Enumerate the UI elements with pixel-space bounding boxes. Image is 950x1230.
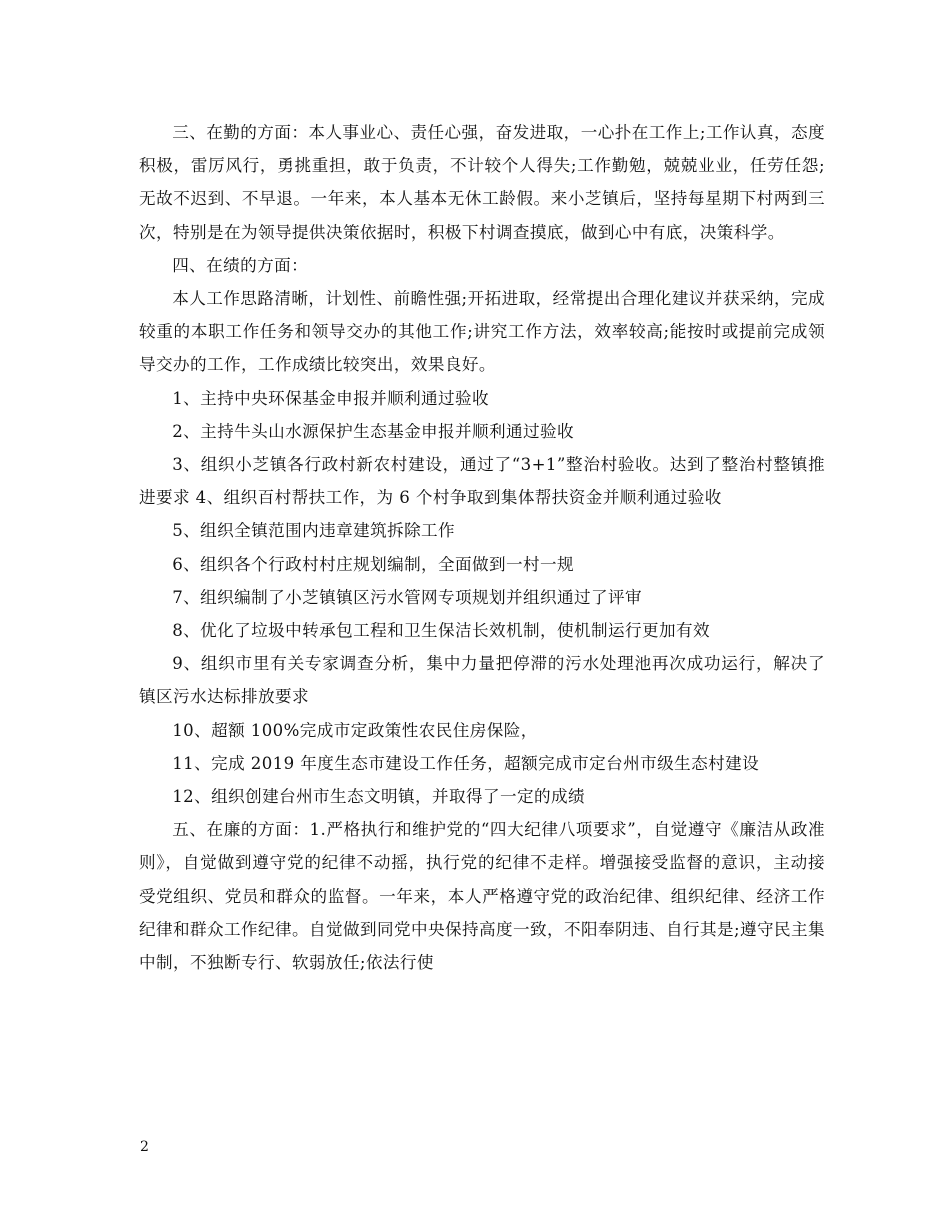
list-item-7: 7、组织编制了小芝镇镇区污水管网专项规划并组织通过了评审: [172, 587, 642, 607]
list-item-1: 1、主持中央环保基金申报并顺利通过验收: [172, 388, 490, 408]
list-item-11: 11、完成 2019 年度生态市建设工作任务，超额完成市定台州市级生态村建设: [172, 753, 760, 773]
list-item-3-4: 3、组织小芝镇各行政村新农村建设，通过了“3+1”整治村验收。达到了整治村整镇推进要求 4、组织百村帮扶工作，为 6 个村争取到集体帮扶资金并顺利通过验收: [139, 455, 825, 508]
list-item-10: 10、超额 100%完成市定政策性农民住房保险，: [172, 720, 538, 740]
list-item-2: 2、主持牛头山水源保护生态基金申报并顺利通过验收: [172, 421, 574, 441]
paragraph-integrity: 五、在廉的方面：1.严格执行和维护党的“四大纪律八项要求”，自觉遵守《廉洁从政准则》，自觉做到遵守党的纪律不动摇，执行党的纪律不走样。增强接受监督的意识，主动接受党组织、党员和群众的监督。一年来，本人严格遵守党的政治纪律、组织纪律、经济工作纪律和群众工作纪律。自觉做到同党中央保持高度一致，不阳奉阴违、自行其是;遵守民主集中制，不独断专行、软弱放任;依法行使: [139, 820, 825, 973]
list-item-5: 5、组织全镇范围内违章建筑拆除工作: [172, 521, 456, 541]
list-item-9: 9、组织市里有关专家调查分析，集中力量把停滞的污水处理池再次成功运行，解决了镇区污水达标排放要求: [139, 654, 825, 707]
page-number: 2: [140, 1139, 149, 1155]
document-body: [139, 116, 825, 979]
list-item-8: 8、优化了垃圾中转承包工程和卫生保洁长效机制，使机制运行更加有效: [172, 621, 710, 641]
paragraph-diligence: 三、在勤的方面：本人事业心、责任心强，奋发进取，一心扑在工作上;工作认真，态度积极，雷厉风行，勇挑重担，敢于负责，不计较个人得失;工作勤勉，兢兢业业，任劳任怨;无故不迟到、不早退。一年来，本人基本无休工龄假。来小芝镇后，坚持每星期下村两到三次，特别是在为领导提供决策依据时，积极下村调查摸底，做到心中有底，决策科学。: [139, 123, 825, 242]
list-item-12: 12、组织创建台州市生态文明镇，并取得了一定的成绩: [172, 787, 585, 807]
list-item-6: 6、组织各个行政村村庄规划编制，全面做到一村一规: [172, 554, 574, 574]
paragraph-performance-summary: 本人工作思路清晰，计划性、前瞻性强;开拓进取，经常提出合理化建议并获采纳，完成较重的本职工作任务和领导交办的其他工作;讲究工作方法，效率较高;能按时或提前完成领导交办的工作，工作成绩比较突出，效果良好。: [139, 289, 825, 375]
heading-performance: 四、在绩的方面：: [172, 255, 309, 275]
